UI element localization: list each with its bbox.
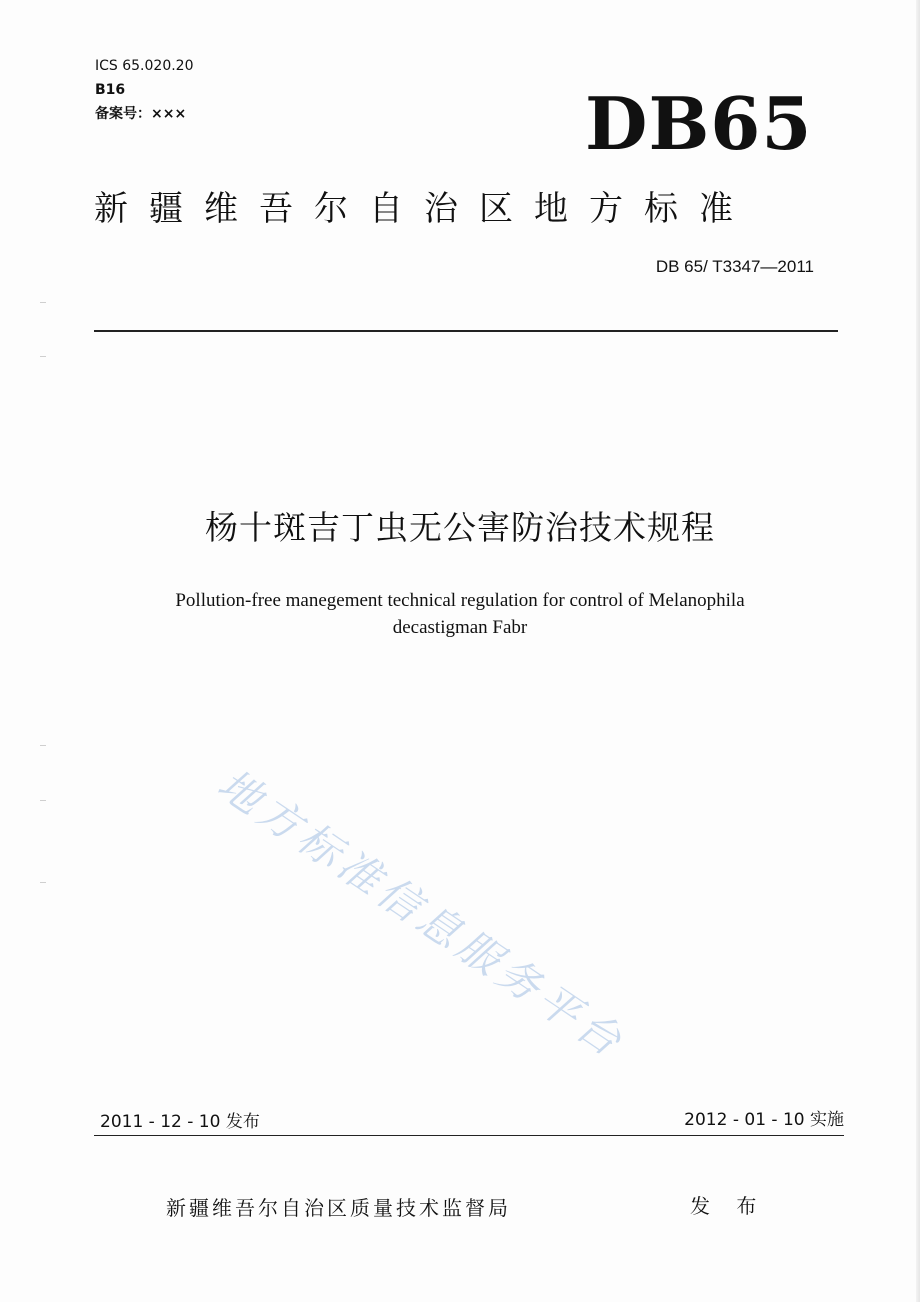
document-title-english: [80, 587, 840, 641]
scan-speck: [40, 800, 46, 801]
header-divider: [94, 330, 838, 332]
implement-date: 2012 - 01 - 10 实施: [684, 1110, 844, 1130]
document-title-chinese: 杨十斑吉丁虫无公害防治技术规程: [205, 508, 715, 547]
scan-speck: [40, 882, 46, 883]
issue-label: 发 布: [690, 1194, 767, 1218]
ics-code: ICS 65.020.20: [95, 58, 194, 74]
scan-speck: [40, 356, 46, 357]
record-number: 备案号：×××: [95, 106, 187, 122]
footer-divider: [94, 1135, 844, 1136]
standard-kind-heading: 新疆维吾尔自治区地方标准: [94, 189, 754, 229]
scan-speck: [40, 745, 46, 746]
scan-speck: [40, 302, 46, 303]
db65-logo: DB65: [585, 81, 813, 166]
publish-date: 2011 - 12 - 10 发布: [100, 1112, 260, 1132]
scan-edge-shadow: [916, 0, 920, 1302]
platform-watermark: 地方标准信息服务平台: [209, 759, 635, 1069]
issuing-authority: 新疆维吾尔自治区质量技术监督局: [166, 1196, 511, 1220]
classification-code: B16: [95, 82, 126, 98]
title-english-line-1: Pollution-free manegement technical regulation for control of Melanophila: [175, 590, 745, 611]
standard-code: DB 65/ T3347—2011: [655, 257, 814, 276]
title-english-line-2: decastigman Fabr: [392, 617, 528, 638]
